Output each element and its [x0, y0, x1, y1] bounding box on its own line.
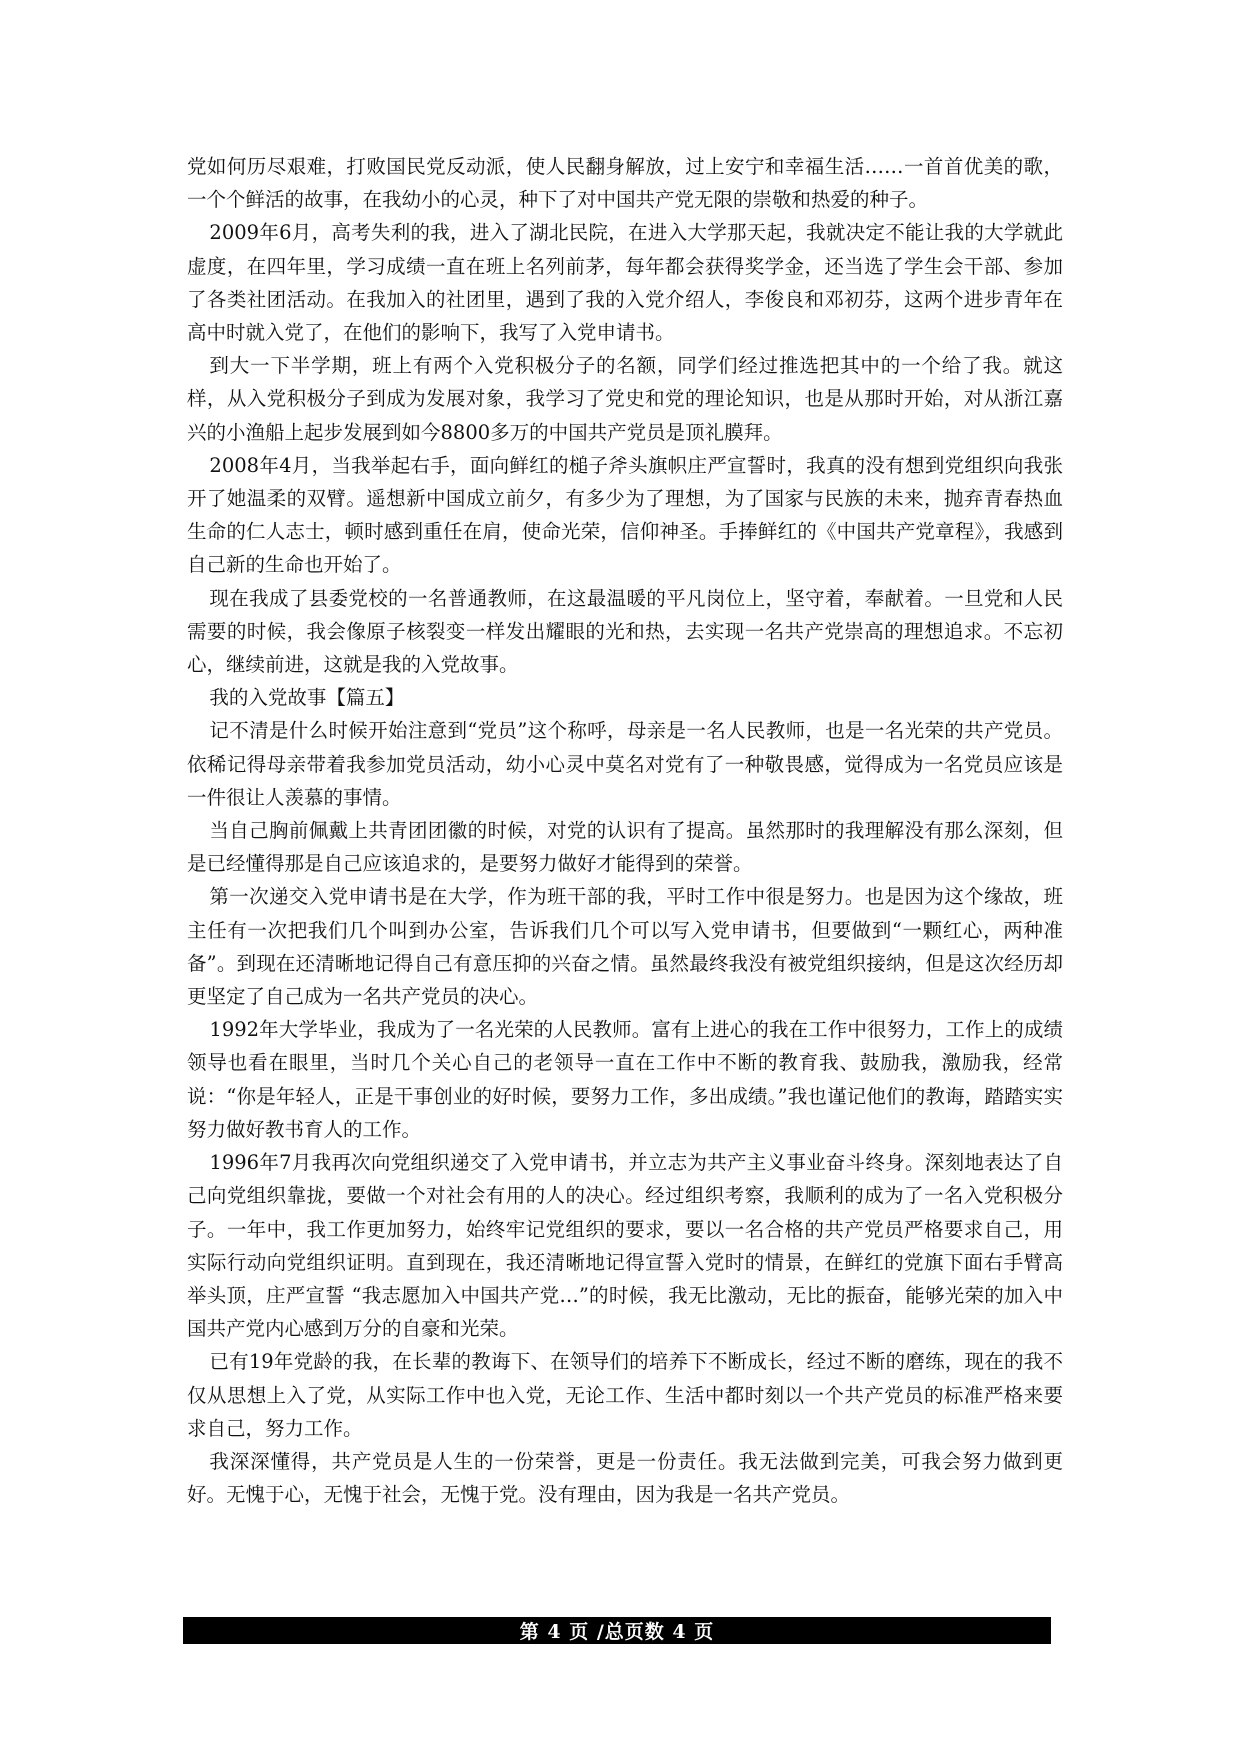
paragraph-11: 1996年7月我再次向党组织递交了入党申请书，并立志为共产主义事业奋斗终身。深刻地表达了自己向党组织靠拢，要做一个对社会有用的人的决心。经过组织考察，我顺利的成为了一名入党积极分子。一年中，我工作更加努力，始终牢记党组织的要求，要以一名合格的共产党员严格要求自己，用实际行动向党组织证明。直到现在，我还清晰地记得宣誓入党时的情景，在鲜红的党旗下面右手臂高举头顶，庄严宣誓 “我志愿加入中国共产党…”的时候，我无比激动，无比的振奋，能够光荣的加入中国共产党内心感到万分的自豪和光荣。	[187, 1151, 1063, 1341]
paragraph-9: 第一次递交入党申请书是在大学，作为班干部的我，平时工作中很是努力。也是因为这个缘故，班主任有一次把我们几个叫到办公室，告诉我们几个可以写入党申请书，但要做到“一颗红心，两种准备”。到现在还清晰地记得自己有意压抑的兴奋之情。虽然最终我没有被党组织接纳，但是这次经历却更坚定了自己成为一名共产党员的决心。	[187, 885, 1063, 1009]
paragraph-1: 党如何历尽艰难，打败国民党反动派，使人民翻身解放，过上安宁和幸福生活……一首首优美的歌，一个个鲜活的故事，在我幼小的心灵，种下了对中国共产党无限的崇敬和热爱的种子。	[187, 155, 1063, 212]
page-footer	[183, 1617, 1051, 1644]
paragraph-13: 我深深懂得，共产党员是人生的一份荣誉，更是一份责任。我无法做到完美，可我会努力做到更好。无愧于心，无愧于社会，无愧于党。没有理由，因为我是一名共产党员。	[187, 1449, 1063, 1507]
page-number-label: 第 4 页 /总页数 4 页	[519, 1621, 715, 1643]
paragraph-12: 已有19年党龄的我，在长辈的教诲下、在领导们的培养下不断成长，经过不断的磨练，现在的我不仅从思想上入了党，从实际工作中也入党，无论工作、生活中都时刻以一个共产党员的标准严格来要求自己，努力工作。	[187, 1350, 1063, 1440]
paragraph-4: 2008年4月，当我举起右手，面向鲜红的槌子斧头旗帜庄严宣誓时，我真的没有想到党组织向我张开了她温柔的双臂。遥想新中国成立前夕，有多少为了理想，为了国家与民族的未来，抛弃青春热血生命的仁人志士，顿时感到重任在肩，使命光荣，信仰神圣。手捧鲜红的《中国共产党章程》，我感到自己新的生命也开始了。	[187, 453, 1063, 577]
paragraph-7: 记不清是什么时候开始注意到“党员”这个称呼，母亲是一名人民教师，也是一名光荣的共产党员。依稀记得母亲带着我参加党员活动，幼小心灵中莫名对党有了一种敬畏感，觉得成为一名党员应该是一件很让人羡慕的事情。	[187, 719, 1063, 809]
paragraph-3: 到大一下半学期，班上有两个入党积极分子的名额，同学们经过推选把其中的一个给了我。就这样，从入党积极分子到成为发展对象，我学习了党史和党的理论知识，也是从那时开始，对从浙江嘉兴的小渔船上起步发展到如今8800多万的中国共产党员是顶礼膜拜。	[187, 354, 1063, 444]
paragraph-5: 现在我成了县委党校的一名普通教师，在这最温暖的平凡岗位上，坚守着，奉献着。一旦党和人民需要的时候，我会像原子核裂变一样发出耀眼的光和热，去实现一名共产党崇高的理想追求。不忘初心，继续前进，这就是我的入党故事。	[187, 586, 1063, 677]
paragraph-8: 当自己胸前佩戴上共青团团徽的时候，对党的认识有了提高。虽然那时的我理解没有那么深刻，但是已经懂得那是自己应该追求的，是要努力做好才能得到的荣誉。	[187, 819, 1063, 876]
section-heading: 我的入党故事【篇五】	[209, 686, 405, 710]
paragraph-2: 2009年6月，高考失利的我，进入了湖北民院，在进入大学那天起，我就决定不能让我的大学就此虚度，在四年里，学习成绩一直在班上名列前茅，每年都会获得奖学金，还当选了学生会干部、参加了各类社团活动。在我加入的社团里，遇到了我的入党介绍人，李俊良和邓初芬，这两个进步青年在高中时就入党了，在他们的影响下，我写了入党申请书。	[187, 221, 1063, 345]
document-body	[187, 150, 1063, 1511]
paragraph-10: 1992年大学毕业，我成为了一名光荣的人民教师。富有上进心的我在工作中很努力，工作上的成绩领导也看在眼里，当时几个关心自己的老领导一直在工作中不断的教育我、鼓励我，激励我，经常说：“你是年轻人，正是干事创业的好时候，要努力工作，多出成绩。”我也谨记他们的教诲，踏踏实实努力做好教书育人的工作。	[187, 1018, 1063, 1141]
